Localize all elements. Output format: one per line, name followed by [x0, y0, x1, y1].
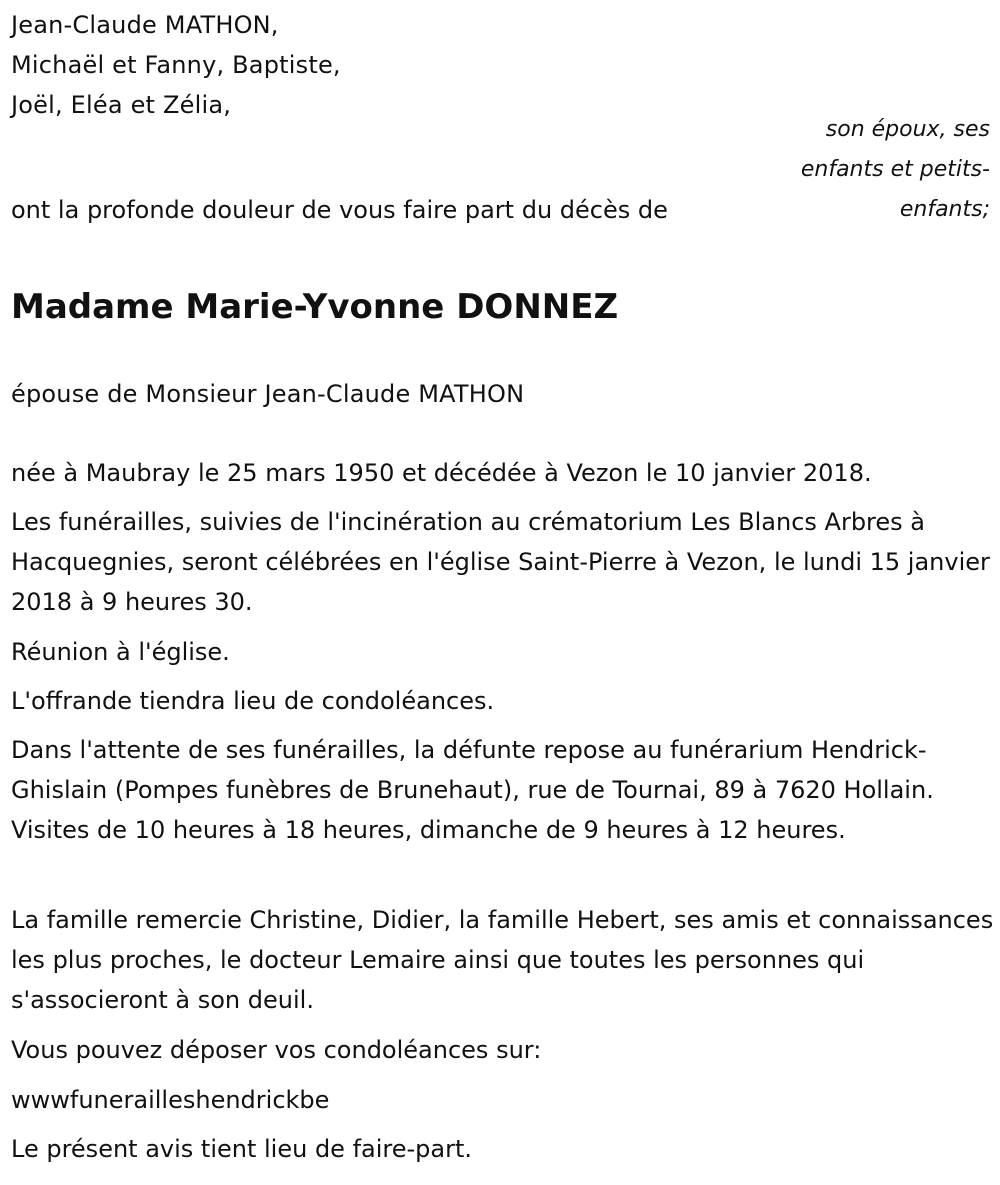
spouse-line: épouse de Monsieur Jean-Claude MATHON	[11, 380, 525, 408]
condolences-website: wwwfunerailleshendrickbe	[11, 1086, 330, 1114]
repose-paragraph: Dans l'attente de ses funérailles, la défunte repose au funérarium Hendrick-Ghislain (Pompes funèbres de Brunehaut), rue de Tournai, 89 à 7620 Hollain. Visites de 10 heures à 18 heures, dimanche de 9 heures à 12 heures.	[11, 736, 934, 844]
condolences-intro: Vous pouvez déposer vos condoléances sur:	[11, 1036, 542, 1064]
deceased-name: Madame Marie-Yvonne DONNEZ	[11, 287, 619, 327]
notice-paragraph: Le présent avis tient lieu de faire-part.	[11, 1135, 473, 1163]
funeral-paragraph: Les funérailles, suivies de l'incinération au crématorium Les Blancs Arbres à Hacquegnies, seront célébrées en l'église Saint-Pierre à Vezon, le lundi 15 janvier 2018 à 9 heures 30.	[11, 508, 990, 616]
offering-paragraph: L'offrande tiendra lieu de condoléances.	[11, 687, 495, 715]
meeting-paragraph: Réunion à l'église.	[11, 638, 230, 666]
thanks-paragraph: La famille remercie Christine, Didier, la famille Hebert, ses amis et connaissances les plus proches, le docteur Lemaire ainsi que toutes les personnes qui s'associeront à son deuil.	[11, 906, 994, 1014]
family-line: Michaël et Fanny, Baptiste,	[11, 51, 341, 79]
family-relation: son époux, ses enfants et petits-enfants;	[800, 117, 990, 222]
family-names	[11, 5, 341, 125]
family-line: Jean-Claude MATHON,	[11, 11, 279, 39]
announcement-text: ont la profonde douleur de vous faire part du décès de	[11, 196, 668, 224]
family-line: Joël, Eléa et Zélia,	[11, 91, 232, 119]
birth-death-paragraph: née à Maubray le 25 mars 1950 et décédée à Vezon le 10 janvier 2018.	[11, 459, 872, 487]
